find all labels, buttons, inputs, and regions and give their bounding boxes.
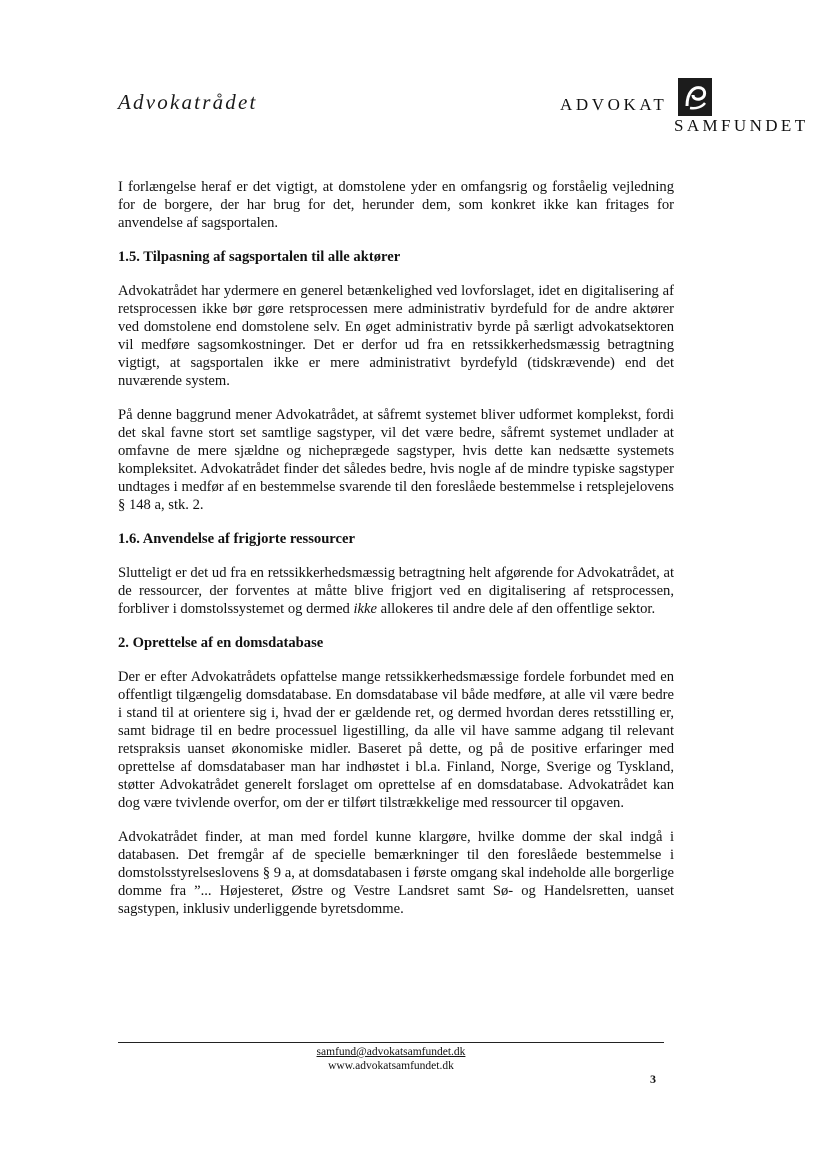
paragraph-text: Slutteligt er det ud fra en retssikkerhedsmæssig betragtning helt afgørende for Advokatrådet, at de ressourcer, der forventes at måtte blive frigjort ved en digitalisering af retsprocessen, forbliver i domstolssystemet og dermed xyxy=(118,565,674,617)
section-heading: 1.6. Anvendelse af frigjorte ressourcer xyxy=(118,531,355,547)
logo-text-bottom: SAMFUNDET xyxy=(674,116,809,135)
footer-email-link[interactable]: samfund@advokatsamfundet.dk xyxy=(316,1046,466,1058)
header-title: Advokatrådet xyxy=(118,90,258,114)
page-number: 3 xyxy=(650,1072,656,1086)
footer xyxy=(118,1045,664,1073)
paragraph-text: allokeres til andre dele af den offentlige sektor. xyxy=(377,601,656,617)
paragraph xyxy=(118,564,674,618)
letter-body xyxy=(118,178,674,918)
emphasis-text: ikke xyxy=(353,601,377,617)
logo-emblem-icon xyxy=(678,78,712,116)
logo-text-top: ADVOKAT xyxy=(560,95,668,114)
paragraph: Advokatrådet finder, at man med fordel kunne klargøre, hvilke domme der skal indgå i databasen. Det fremgår af de specielle bemærkninger til den foreslåede bestemmelse i domstolsstyrelseslovens § 9 a, at domsdatabasen i første omgang skal indeholde alle borgerlige domme fra ”... Højesteret, Østre og Vestre Landsret samt Sø- og Handelsretten, uanset sagstypen, inklusiv underliggende byretsdomme. xyxy=(118,829,674,917)
paragraph: På denne baggrund mener Advokatrådet, at såfremt systemet bliver udformet komplekst, fordi det skal favne stort set samtlige sagstyper, vil det være bedre, såfremt systemet undlader at omfavne de mere sjældne og nicheprægede sagstyper, hvis dette kan nedsætte systemets kompleksitet. Advokatrådet finder det således bedre, hvis nogle af de mindre typiske sagstyper undtages i medfør af en bestemmelse svarende til den foreslåede bestemmelse i retsplejelovens § 148 a, stk. 2. xyxy=(118,407,674,513)
paragraph: I forlængelse heraf er det vigtigt, at domstolene yder en omfangsrig og forståelig vejledning for de borgere, der har brug for det, herunder dem, som konkret ikke kan fritages for anvendelse af sagsportalen. xyxy=(118,179,674,231)
paragraph: Der er efter Advokatrådets opfattelse mange retssikkerhedsmæssige fordele forbundet med en offentligt tilgængelig domsdatabase. En domsdatabase vil både medføre, at alle vil være bedre i stand til at orientere sig i, hvad der er gældende ret, og dermed hvordan deres retsstilling er, samt bidrage til en bedre processuel ligestilling, da alle vil have samme adgang til relevant retspraksis uanset økonomiske midler. Baseret på dette, og på de positive erfaringer med oprettelse af domsdatabaser man har indhøstet i bl.a. Finland, Norge, Sverige og Tyskland, støtter Advokatrådet generelt forslaget om oprettelse af en domsdatabase. Advokatrådet kan dog være tvivlende overfor, om der er tilført tilstrækkelige med ressourcer til opgaven. xyxy=(118,669,674,811)
footer-website-link[interactable]: www.advokatsamfundet.dk xyxy=(328,1060,454,1072)
section-heading: 2. Oprettelse af en domsdatabase xyxy=(118,635,324,651)
advokatsamfundet-logo xyxy=(560,78,828,140)
paragraph: Advokatrådet har ydermere en generel betænkelighed ved lovforslaget, idet en digitalisering af retsprocessen ikke bør gøre retsprocessen mere administrativ byrdefuld for de andre aktører ved domstolene end domstolene selv. En øget administrativ byrde på særligt advokatsektoren vil medføre sagsomkostninger. Det er derfor ud fra en retssikkerhedsmæssig betragtning vigtigt, at sagsportalen ikke er mere administrativt byrdefyld (tidskrævende) end det nuværende system. xyxy=(118,283,674,389)
footer-divider xyxy=(118,1042,664,1043)
section-heading: 1.5. Tilpasning af sagsportalen til alle aktører xyxy=(118,249,401,265)
